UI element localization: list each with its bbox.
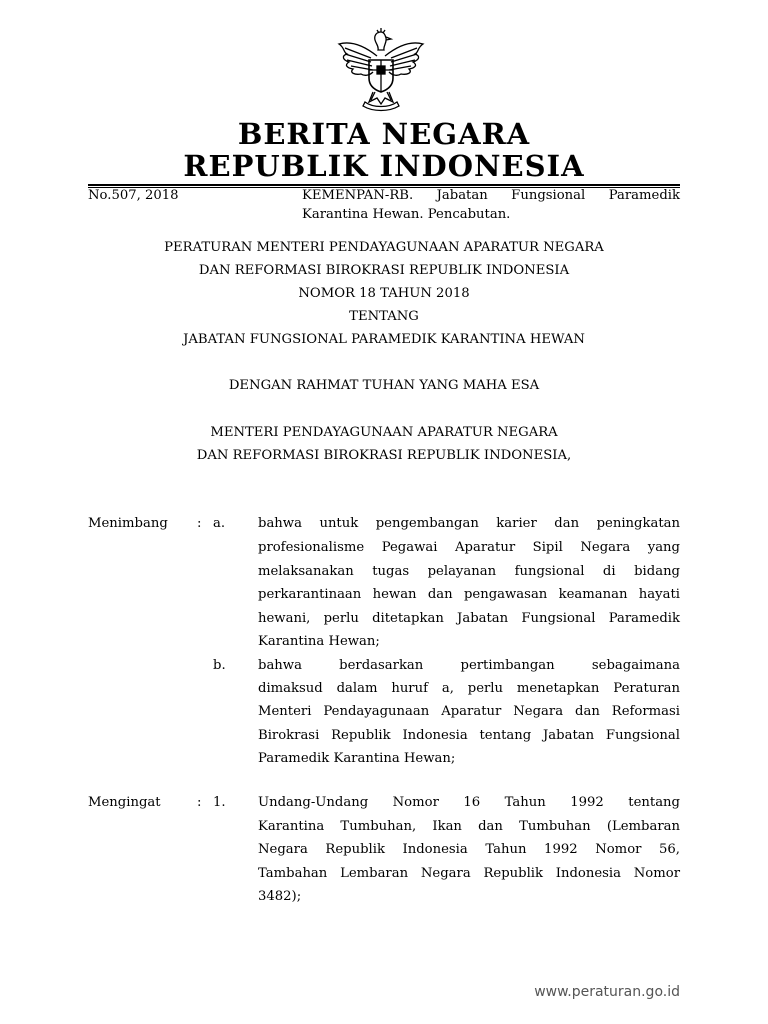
gazette-title-line2: REPUBLIK INDONESIA xyxy=(183,149,585,183)
menimbang-label: Menimbang xyxy=(88,516,168,531)
menimbang-b-line: Birokrasi Republik Indonesia tentang Jabatan Fungsional xyxy=(258,728,680,743)
menimbang-item-marker: a. xyxy=(213,516,226,531)
mengingat-1-line: Negara Republik Indonesia Tahun 1992 Nomor 56, xyxy=(258,842,680,857)
issue-subject xyxy=(302,186,680,224)
gazette-title-line1: BERITA NEGARA xyxy=(237,117,531,151)
mengingat-1-line: 3482); xyxy=(258,889,302,904)
menimbang-b-line: bahwa berdasarkan pertimbangan sebagaimana xyxy=(258,658,680,673)
issue-subject-line: Karantina Hewan. Pencabutan. xyxy=(302,207,511,222)
issue-number: No.507, 2018 xyxy=(88,188,179,203)
menimbang-a-line: bahwa untuk pengembangan karier dan peningkatan xyxy=(258,516,680,531)
mengingat-label: Mengingat xyxy=(88,795,161,810)
menimbang-a-line: melaksanakan tugas pelayanan fungsional di bidang xyxy=(258,564,680,579)
mengingat-item-marker: 1. xyxy=(213,795,226,810)
menimbang-a-line: profesionalisme Pegawai Aparatur Sipil Negara yang xyxy=(258,540,680,555)
mengingat-1-line: Undang-Undang Nomor 16 Tahun 1992 tentang xyxy=(258,795,680,810)
minister-title-line: DAN REFORMASI BIROKRASI REPUBLIK INDONESIA, xyxy=(196,448,572,463)
menimbang-b-line: Menteri Pendayagunaan Aparatur Negara dan Reformasi xyxy=(258,704,680,719)
issue-subject-line: KEMENPAN-RB. Jabatan Fungsional Paramedik xyxy=(302,188,680,203)
invocation: DENGAN RAHMAT TUHAN YANG MAHA ESA xyxy=(228,378,540,393)
menimbang-a-line: hewani, perlu ditetapkan Jabatan Fungsional Paramedik xyxy=(258,611,680,626)
mengingat-colon: : xyxy=(197,795,202,810)
minister-title-line: MENTERI PENDAYAGUNAAN APARATUR NEGARA xyxy=(210,425,558,440)
menimbang-a-line: Karantina Hewan; xyxy=(258,634,380,649)
mengingat-1-line: Tambahan Lembaran Negara Republik Indonesia Nomor xyxy=(258,866,680,881)
regulation-subject: JABATAN FUNGSIONAL PARAMEDIK KARANTINA HEWAN xyxy=(183,332,585,347)
regulation-about: TENTANG xyxy=(349,309,419,324)
menimbang-colon: : xyxy=(197,516,202,531)
mengingat-1-line: Karantina Tumbuhan, Ikan dan Tumbuhan (Lembaran xyxy=(258,819,680,834)
regulation-title-line: PERATURAN MENTERI PENDAYAGUNAAN APARATUR NEGARA xyxy=(164,240,604,255)
menimbang-item-marker: b. xyxy=(213,658,226,673)
garuda-emblem-icon xyxy=(331,26,431,114)
regulation-number: NOMOR 18 TAHUN 2018 xyxy=(298,286,470,301)
regulation-title-line: DAN REFORMASI BIROKRASI REPUBLIK INDONESIA xyxy=(198,263,570,278)
menimbang-b-line: dimaksud dalam huruf a, perlu menetapkan Peraturan xyxy=(258,681,680,696)
menimbang-b-line: Paramedik Karantina Hewan; xyxy=(258,751,456,766)
footer-website-link[interactable]: www.peraturan.go.id xyxy=(534,984,680,1000)
menimbang-a-line: perkarantinaan hewan dan pengawasan keamanan hayati xyxy=(258,587,680,602)
